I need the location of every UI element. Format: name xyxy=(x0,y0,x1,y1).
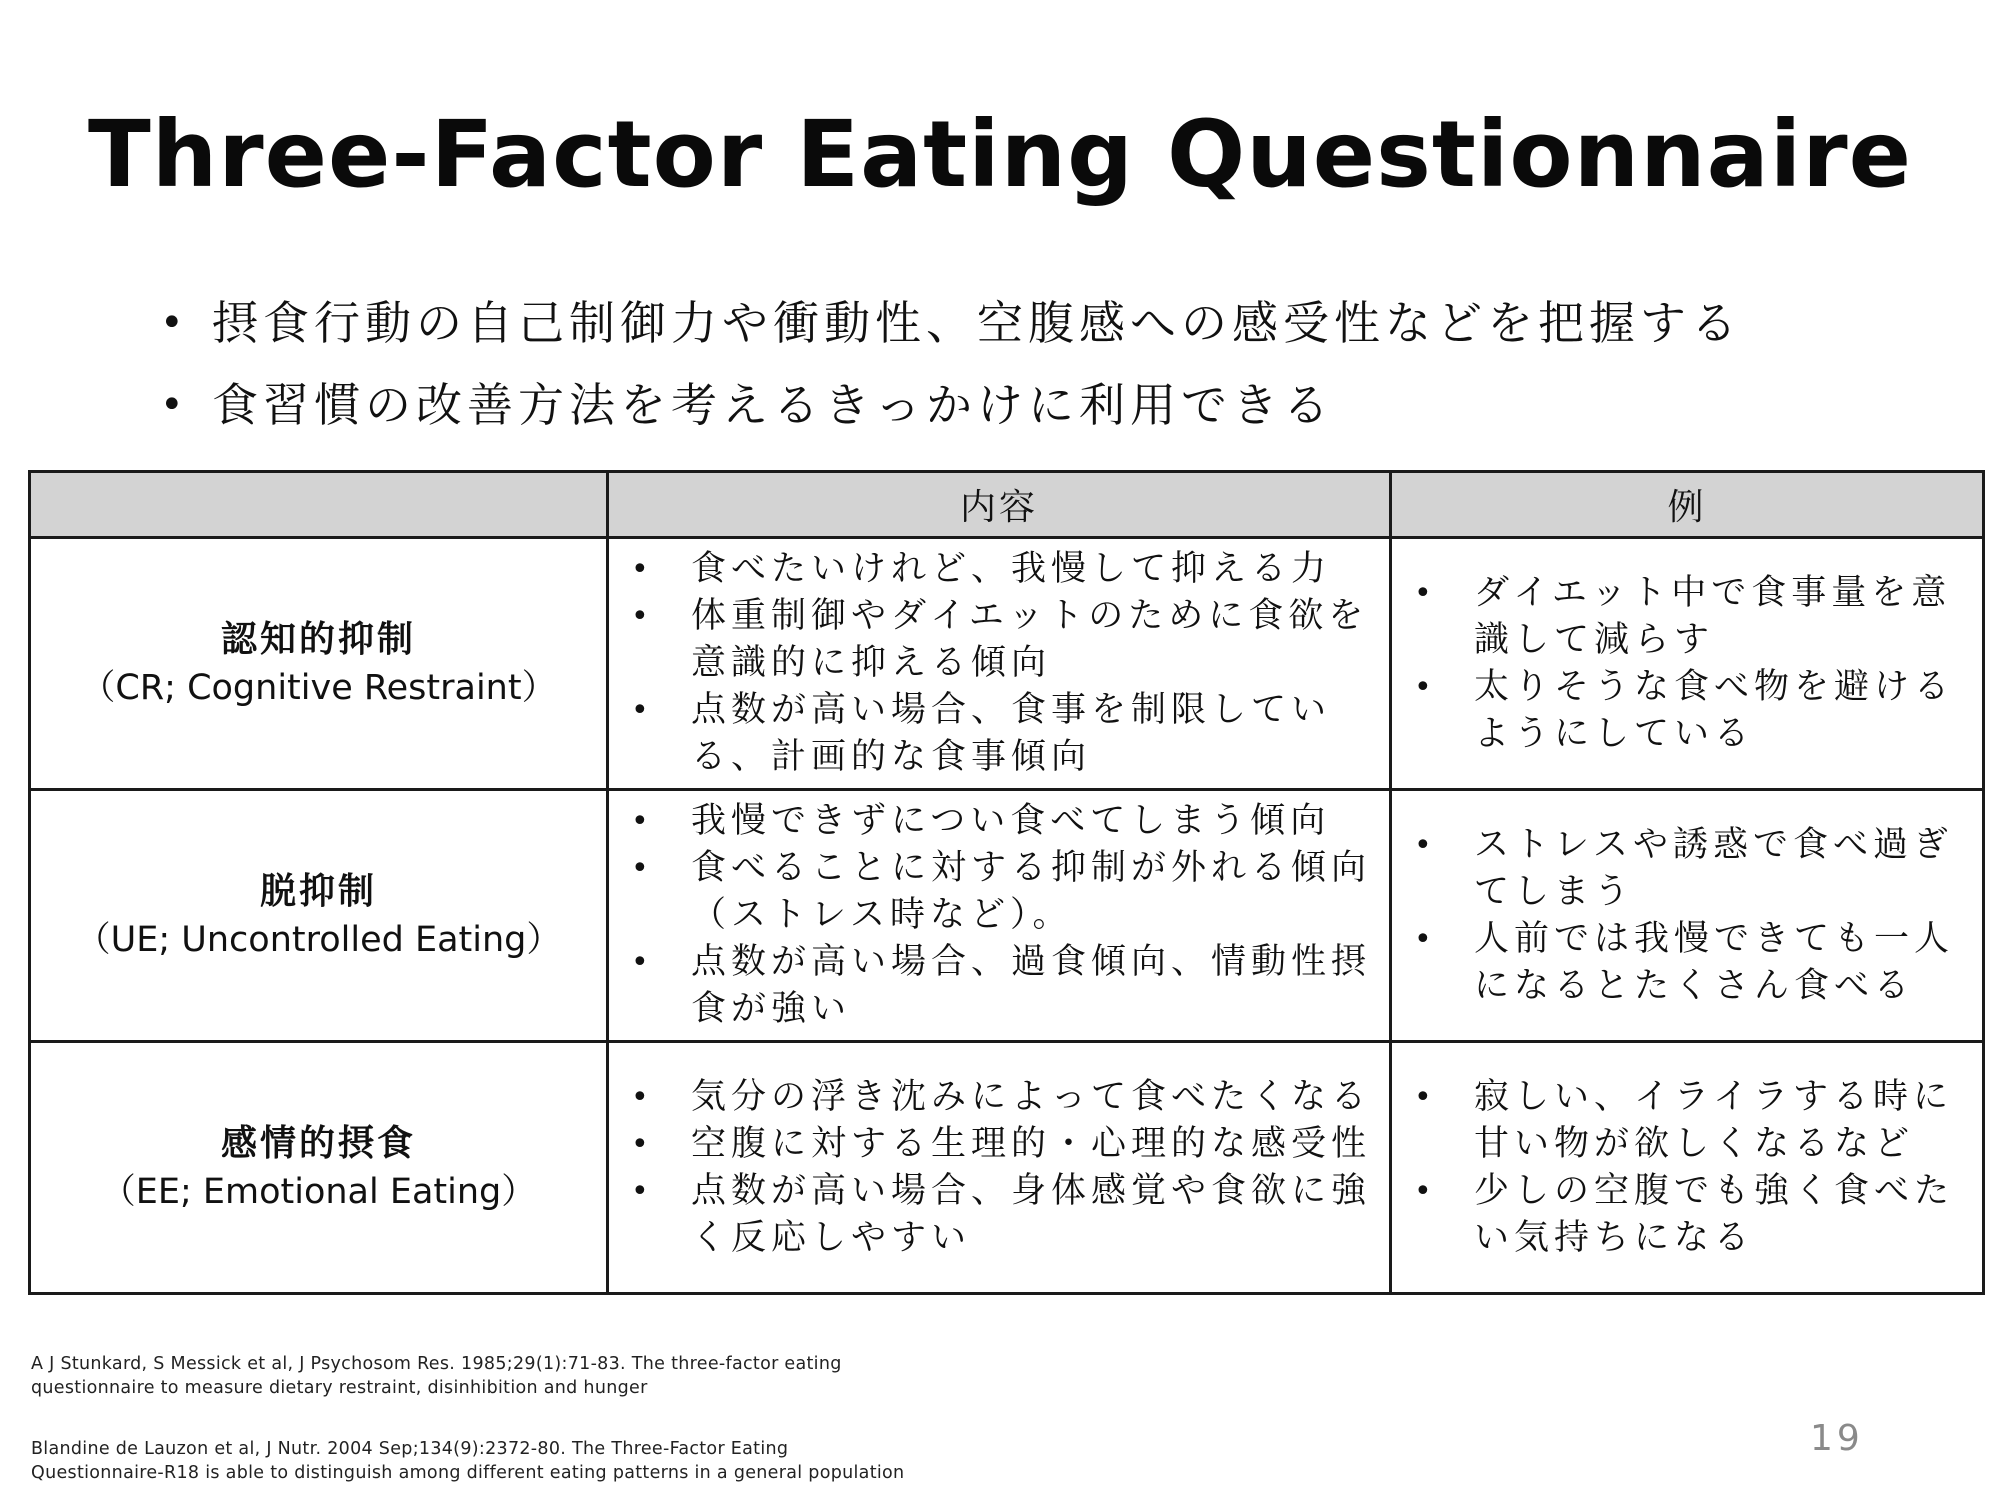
factor-name: 感情的摂食 xyxy=(220,1122,416,1164)
list-item-text: 食べたいけれど、我慢して抑える力 xyxy=(691,549,1332,589)
content-list xyxy=(609,1074,1389,1262)
bullet-icon: • xyxy=(1414,1079,1432,1115)
content-list xyxy=(609,798,1389,1033)
list-item xyxy=(1408,822,1970,916)
factor-table xyxy=(28,470,1985,1295)
reference-line: questionnaire to measure dietary restraint, disinhibition and hunger xyxy=(31,1378,648,1398)
reference-line: A J Stunkard, S Messick et al, J Psychosom Res. 1985;29(1):71-83. The three-factor eating xyxy=(31,1354,842,1374)
list-item xyxy=(1408,570,1970,664)
page-number: 19 xyxy=(1810,1418,1864,1459)
factor-abbreviation: （CR; Cognitive Restraint） xyxy=(80,667,557,708)
list-item-text: 気分の浮き沈みによって食べたくなる xyxy=(691,1076,1372,1117)
list-item xyxy=(625,546,1377,593)
bullet-icon: • xyxy=(160,382,184,428)
example-cell xyxy=(1391,1042,1984,1294)
table-row xyxy=(30,538,1984,790)
factor-name: 脱抑制 xyxy=(259,870,377,912)
table-row xyxy=(30,790,1984,1042)
bullet-icon: • xyxy=(631,1173,649,1209)
list-item-text: ストレスや誘惑で食べ過ぎてしまう xyxy=(1474,824,1953,912)
list-item xyxy=(1408,1074,1970,1168)
reference-citation xyxy=(31,1352,842,1400)
reference-citation xyxy=(31,1437,904,1485)
example-cell xyxy=(1391,790,1984,1042)
list-item xyxy=(625,1121,1377,1168)
bullet-icon: • xyxy=(631,1079,649,1115)
content-cell xyxy=(608,790,1391,1042)
bullet-icon: • xyxy=(631,552,649,587)
factor-cell xyxy=(30,790,608,1042)
summary-bullet xyxy=(150,282,1950,364)
list-item-text: 寂しい、イライラする時に甘い物が欲しくなるなど xyxy=(1474,1076,1953,1164)
summary-bullet-text: 摂食行動の自己制御力や衝動性、空腹感への感受性などを把握する xyxy=(212,296,1742,350)
factor-cell xyxy=(30,1042,608,1294)
content-list xyxy=(609,546,1389,781)
list-item xyxy=(1408,1168,1970,1262)
list-item xyxy=(1408,664,1970,758)
example-list xyxy=(1392,1074,1982,1262)
content-cell xyxy=(608,538,1391,790)
list-item-text: ダイエット中で食事量を意識して減らす xyxy=(1474,572,1952,660)
header-cell-factor xyxy=(30,472,608,538)
factor-abbreviation: （EE; Emotional Eating） xyxy=(100,1171,537,1212)
list-item xyxy=(1408,916,1970,1010)
header-cell-content: 内容 xyxy=(608,472,1391,538)
table-header-row xyxy=(30,472,1984,538)
bullet-icon: • xyxy=(1414,575,1432,611)
header-cell-example: 例 xyxy=(1391,472,1984,538)
list-item-text: 空腹に対する生理的・心理的な感受性 xyxy=(691,1123,1372,1164)
list-item-text: 点数が高い場合、食事を制限している、計画的な食事傾向 xyxy=(691,690,1332,777)
factor-cell xyxy=(30,538,608,790)
bullet-icon: • xyxy=(631,945,649,980)
factor-abbreviation: （UE; Uncontrolled Eating） xyxy=(75,919,562,960)
list-item xyxy=(625,593,1377,687)
factor-name: 認知的抑制 xyxy=(220,618,416,660)
list-item xyxy=(625,1168,1377,1262)
bullet-icon: • xyxy=(1414,827,1432,863)
summary-bullet-list xyxy=(150,282,1950,446)
list-item xyxy=(625,798,1377,845)
bullet-icon: • xyxy=(1414,921,1432,957)
reference-line: Blandine de Lauzon et al, J Nutr. 2004 Sep;134(9):2372-80. The Three-Factor Eating xyxy=(31,1439,789,1459)
bullet-icon: • xyxy=(1414,669,1432,705)
list-item-text: 点数が高い場合、身体感覚や食欲に強く反応しやすい xyxy=(691,1170,1372,1258)
list-item-text: 少しの空腹でも強く食べたい気持ちになる xyxy=(1474,1170,1955,1258)
list-item xyxy=(625,939,1377,1033)
list-item-text: 食べることに対する抑制が外れる傾向（ストレス時など）。 xyxy=(691,848,1372,935)
list-item xyxy=(625,1074,1377,1121)
list-item-text: 太りそうな食べ物を避けるようにしている xyxy=(1474,666,1955,754)
list-item-text: 我慢できずについ食べてしまう傾向 xyxy=(691,801,1331,841)
summary-bullet-text: 食習慣の改善方法を考えるきっかけに利用できる xyxy=(212,378,1334,432)
example-cell xyxy=(1391,538,1984,790)
bullet-icon: • xyxy=(160,300,184,346)
bullet-icon: • xyxy=(631,851,649,886)
bullet-icon: • xyxy=(631,1126,649,1162)
example-list xyxy=(1392,570,1982,758)
list-item-text: 点数が高い場合、過食傾向、情動性摂食が強い xyxy=(691,942,1372,1029)
bullet-icon: • xyxy=(631,599,649,634)
reference-line: Questionnaire-R18 is able to distinguish among different eating patterns in a general population xyxy=(31,1463,905,1483)
content-cell xyxy=(608,1042,1391,1294)
bullet-icon: • xyxy=(631,693,649,728)
bullet-icon: • xyxy=(1414,1173,1432,1209)
list-item-text: 体重制御やダイエットのために食欲を意識的に抑える傾向 xyxy=(691,596,1369,683)
table-row xyxy=(30,1042,1984,1294)
list-item xyxy=(625,687,1377,781)
example-list xyxy=(1392,822,1982,1010)
list-item xyxy=(625,845,1377,939)
summary-bullet xyxy=(150,364,1950,446)
slide-title: Three-Factor Eating Questionnaire xyxy=(87,101,1913,208)
bullet-icon: • xyxy=(631,804,649,839)
list-item-text: 人前では我慢できても一人になるとたくさん食べる xyxy=(1474,918,1955,1006)
